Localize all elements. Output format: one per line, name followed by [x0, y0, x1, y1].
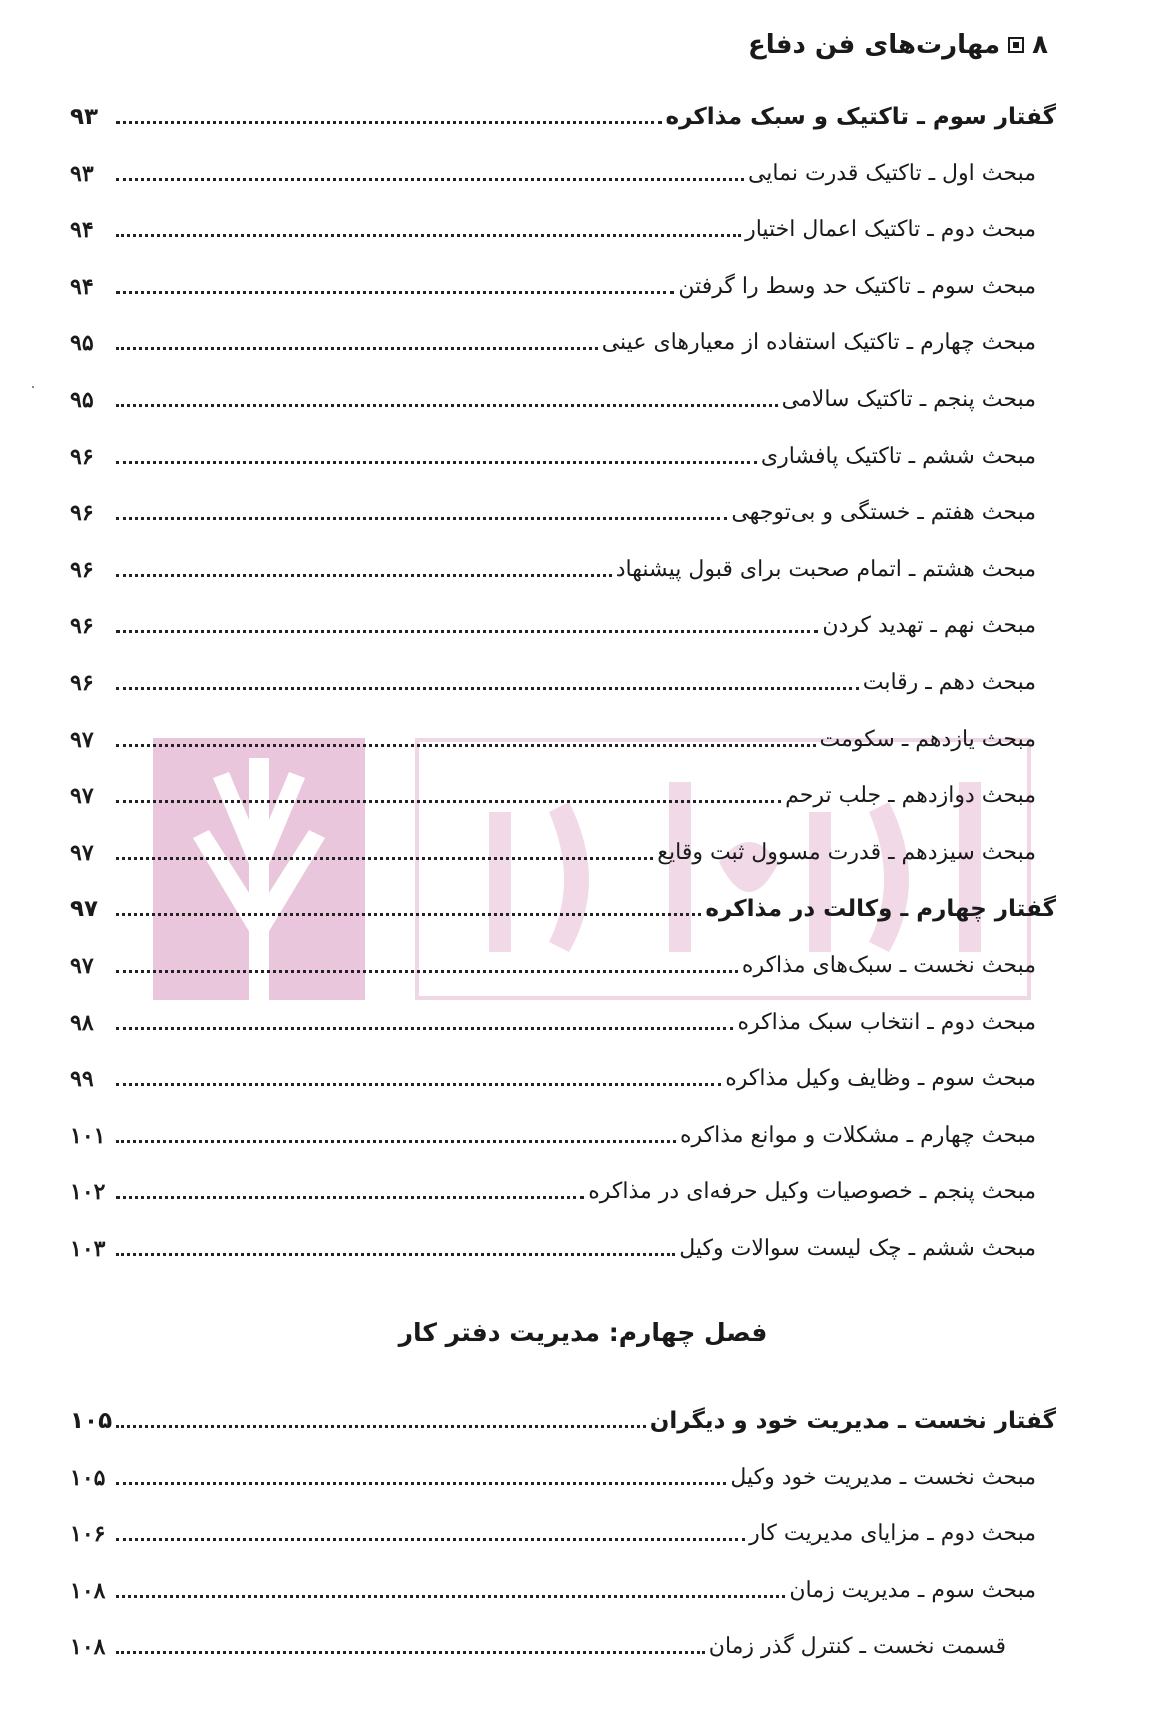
toc-page-number: ۱۰۳ — [70, 1236, 106, 1262]
toc-entry-title: مبحث پنجم ـ خصوصیات وکیل حرفه‌ای در مذاکره — [588, 1179, 1036, 1205]
toc-entry-row — [70, 1449, 1036, 1493]
toc-page-number: ۹۴ — [70, 217, 94, 244]
toc-entry-row — [70, 597, 1036, 641]
toc-entry-row — [70, 371, 1036, 415]
toc-page-number: ۹۶ — [70, 443, 94, 470]
toc-entry-title: مبحث اول ـ تاکتیک قدرت نمایی — [747, 160, 1036, 186]
toc-entry-title: مبحث نهم ـ تهدید کردن — [822, 613, 1036, 639]
toc-page-number: ۹۶ — [70, 613, 94, 640]
dot-leader — [116, 178, 744, 181]
toc-entry-title: مبحث پنجم ـ تاکتیک سالامی — [781, 387, 1036, 412]
toc-page-number: ۹۶ — [70, 670, 94, 696]
dot-leader — [116, 1196, 584, 1199]
dot-leader — [116, 687, 859, 690]
dot-leader — [116, 574, 612, 577]
toc-entry-row — [70, 201, 1036, 245]
toc-entry-row — [70, 428, 1036, 472]
chapter-title: فصل چهارم: مدیریت دفتر کار — [398, 1318, 768, 1347]
toc-entry-row — [70, 1505, 1036, 1549]
toc-entry-row — [70, 654, 1036, 698]
dot-leader — [116, 1482, 726, 1485]
toc-entry-title: مبحث دوم ـ انتخاب سبک مذاکره — [737, 1009, 1036, 1035]
toc-page-number: ۱۰۵ — [70, 1408, 113, 1434]
square-bullet-icon — [1008, 37, 1024, 53]
toc-page-number: ۱۰۶ — [70, 1521, 106, 1548]
header-book-title: مهارت‌های فن دفاع — [747, 30, 1001, 60]
toc-entry-title: گفتار سوم ـ تاکتیک و سبک مذاکره — [665, 104, 1056, 130]
dot-leader — [116, 970, 738, 973]
dot-leader — [116, 234, 741, 237]
toc-page-number: ۹۳ — [70, 160, 94, 187]
toc-entry-row — [70, 1050, 1036, 1094]
dot-leader — [116, 913, 701, 916]
toc-entry-row — [70, 1163, 1036, 1207]
dot-leader — [116, 1651, 705, 1654]
dot-leader — [116, 347, 598, 350]
toc-entry-row — [70, 258, 1036, 302]
dot-leader — [116, 1140, 676, 1143]
toc-page-number: ۹۴ — [70, 273, 94, 300]
toc-entry-title: مبحث چهارم ـ مشکلات و موانع مذاکره — [679, 1122, 1036, 1148]
toc-entry-row — [70, 484, 1036, 528]
dot-leader — [116, 800, 781, 803]
toc-page-number: ۹۶ — [70, 500, 94, 527]
dot-leader — [116, 744, 816, 747]
dot-leader — [116, 1595, 785, 1598]
dot-leader — [116, 1027, 733, 1030]
toc-entry-row — [70, 994, 1036, 1038]
toc-page-number: ۹۷ — [70, 783, 94, 810]
dot-leader — [116, 517, 727, 520]
toc-entry-row — [70, 541, 1036, 585]
toc-section-row — [70, 1392, 1056, 1436]
dot-leader — [116, 1253, 675, 1256]
toc-entry-title: مبحث هفتم ـ خستگی و بی‌توجهی — [731, 500, 1036, 526]
toc-entry-title: مبحث نخست ـ سبک‌های مذاکره — [741, 953, 1036, 978]
toc-entry-row — [70, 767, 1036, 811]
dot-leader — [116, 1538, 745, 1541]
toc-page-number: ۱۰۸ — [70, 1577, 106, 1604]
dot-leader — [116, 291, 674, 294]
toc-section-row — [70, 880, 1056, 924]
toc-page-number: ۹۷ — [70, 726, 94, 753]
dot-leader — [116, 461, 757, 464]
dot-leader — [116, 630, 818, 633]
toc-entry-row — [70, 937, 1036, 981]
toc-page-number: ۱۰۸ — [70, 1634, 106, 1661]
toc-entry-title: مبحث ششم ـ تاکتیک پافشاری — [760, 443, 1036, 469]
toc-section-row — [70, 88, 1056, 132]
toc-page-number: ۹۹ — [70, 1066, 94, 1093]
toc-entry-row — [70, 711, 1036, 755]
toc-page-number: ۹۶ — [70, 556, 94, 583]
toc-page-number: ۹۷ — [70, 953, 94, 979]
dot-leader — [116, 1425, 646, 1428]
toc-entry-title: مبحث چهارم ـ تاکتیک استفاده از معیارهای عینی — [601, 330, 1036, 356]
toc-page-number: ۹۵ — [70, 387, 94, 413]
toc-entry-title: مبحث سوم ـ وظایف وکیل مذاکره — [725, 1066, 1036, 1092]
toc-page-number: ۱۰۵ — [70, 1464, 106, 1491]
toc-entry-title: گفتار چهارم ـ وکالت در مذاکره — [705, 896, 1056, 923]
toc-page-number: ۹۷ — [70, 839, 94, 866]
toc-entry-row — [70, 1618, 1006, 1662]
toc-entry-title: مبحث نخست ـ مدیریت خود وکیل — [730, 1464, 1036, 1490]
toc-entry-title: مبحث یازدهم ـ سکومت — [819, 726, 1036, 752]
toc-entry-title: مبحث ششم ـ چک لیست سوالات وکیل — [679, 1236, 1036, 1261]
toc-entry-title: گفتار نخست ـ مدیریت خود و دیگران — [649, 1408, 1056, 1434]
toc-page-number: ۹۳ — [70, 104, 99, 130]
margin-dot — [32, 386, 34, 388]
toc-entry-title: مبحث هشتم ـ اتمام صحبت برای قبول پیشنهاد — [615, 556, 1036, 582]
toc-entry-row — [70, 145, 1036, 189]
toc-entry-row — [70, 1562, 1036, 1606]
toc-entry-row — [70, 1107, 1036, 1151]
dot-leader — [116, 404, 778, 407]
toc-page-number: ۹۷ — [70, 896, 99, 923]
toc-entry-title: قسمت نخست ـ کنترل گذر زمان — [708, 1634, 1006, 1660]
toc-entry-title: مبحث دوم ـ تاکتیک اعمال اختیار — [745, 217, 1036, 243]
toc-page-number: ۹۵ — [70, 330, 94, 357]
toc-entry-title: مبحث سوم ـ مدیریت زمان — [789, 1577, 1036, 1603]
toc-entry-row — [70, 824, 1036, 868]
toc-entry-row — [70, 1220, 1036, 1264]
toc-entry-row — [70, 314, 1036, 358]
toc-entry-title: مبحث سوم ـ تاکتیک حد وسط را گرفتن — [678, 273, 1036, 299]
toc-entry-title: مبحث سیزدهم ـ قدرت مسوول ثبت وقایع — [657, 839, 1036, 865]
toc-page-number: ۱۰۱ — [70, 1122, 106, 1149]
toc-page-number: ۹۸ — [70, 1009, 94, 1036]
dot-leader — [116, 1083, 721, 1086]
toc-entry-title: مبحث دهم ـ رقابت — [862, 670, 1036, 695]
running-header — [748, 30, 1048, 60]
toc-entry-title: مبحث دوم ـ مزایای مدیریت کار — [749, 1521, 1036, 1547]
dot-leader — [116, 121, 662, 124]
dot-leader — [116, 857, 653, 860]
toc-entry-title: مبحث دوازدهم ـ جلب ترحم — [785, 783, 1036, 809]
toc-page-number: ۱۰۲ — [70, 1179, 106, 1206]
header-page-number: ۸ — [1032, 30, 1048, 60]
